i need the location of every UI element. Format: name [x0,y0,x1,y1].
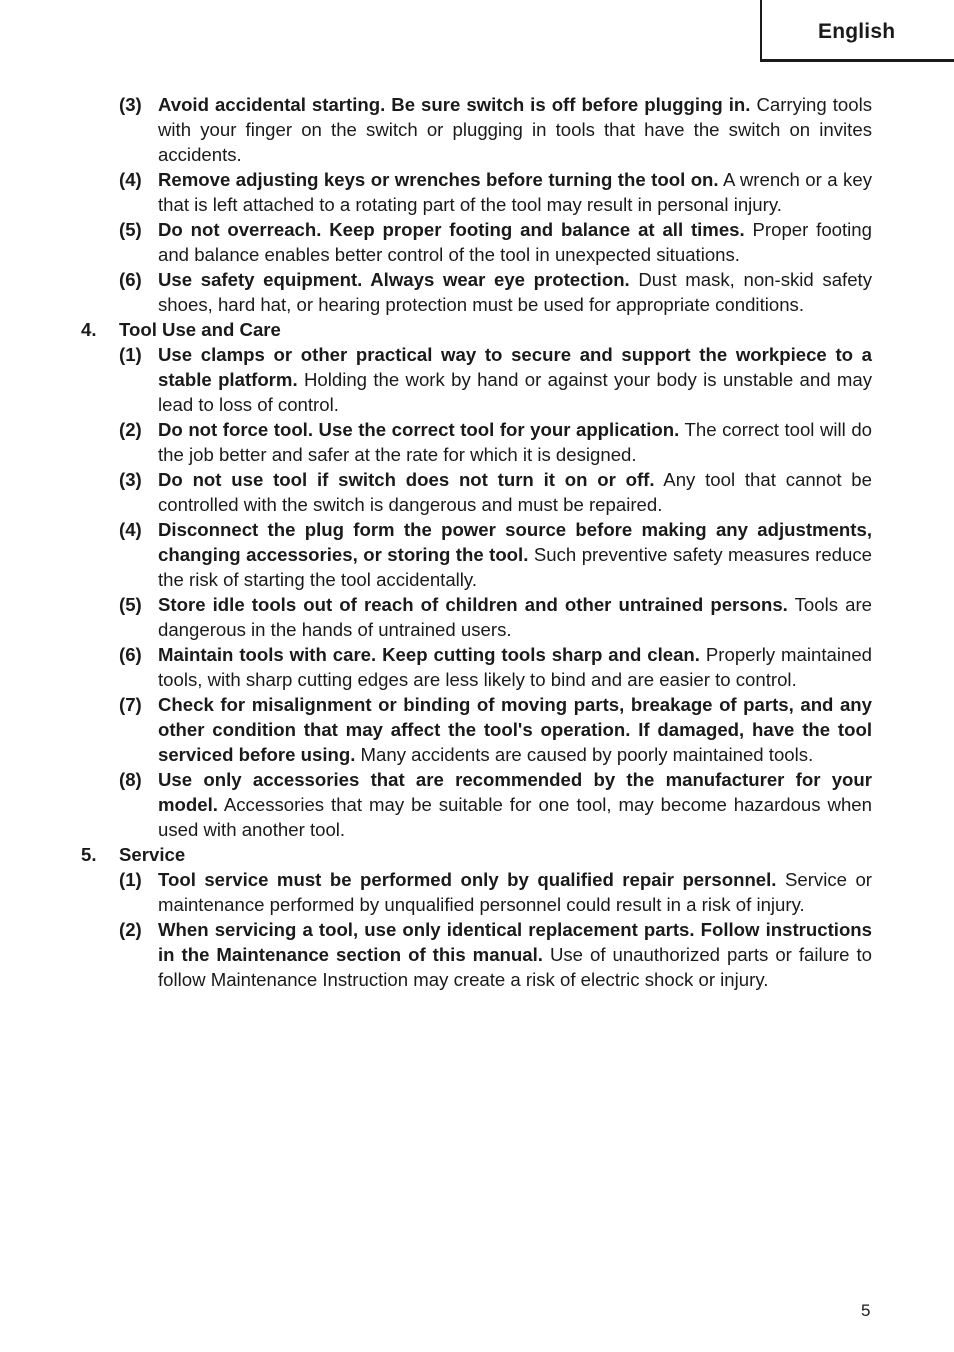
item-lead-text: Maintain tools with care. Keep cutting tools sharp and clean. [158,644,700,665]
item-lead-text: Use safety equipment. Always wear eye protection. [158,269,630,290]
item-lead-text: Do not force tool. Use the correct tool for your application. [158,419,680,440]
item-lead-text: When servicing a tool, use only identical replacement parts. Follow instructions in the Maintenance section of this manual. [158,919,872,965]
item-number: (4) [119,169,142,190]
item-number: (7) [119,694,142,715]
item-body-text: Proper footing and balance enables better control of the tool in unexpected situations. [158,219,872,265]
item-number: (1) [119,344,142,365]
list-item [81,642,872,692]
item-body-text: Tools are dangerous in the hands of untrained users. [158,594,872,640]
item-lead-text: Do not overreach. Keep proper footing and balance at all times. [158,219,745,240]
list-item [81,167,872,217]
item-lead-text: Remove adjusting keys or wrenches before turning the tool on. [158,169,719,190]
item-lead-text: Do not use tool if switch does not turn it on or off. [158,469,655,490]
section-heading [81,317,872,342]
item-number: (8) [119,769,142,790]
item-lead-text: Use only accessories that are recommended by the manufacturer for your model. [158,769,872,815]
list-item [81,767,872,842]
language-tab [760,0,954,62]
item-number: (3) [119,469,142,490]
section-number: 4. [81,319,97,340]
item-body-text: A wrench or a key that is left attached to a rotating part of the tool may result in personal injury. [158,169,872,215]
item-body-text: Accessories that may be suitable for one tool, may become hazardous when used with another tool. [158,794,872,840]
item-body-text: Use of unauthorized parts or failure to follow Maintenance Instruction may create a risk of electric shock or injury. [158,944,872,990]
item-body-text: Such preventive safety measures reduce the risk of starting the tool accidentally. [158,544,872,590]
list-item [81,417,872,467]
list-item [81,217,872,267]
language-label: English [818,20,896,43]
item-number: (1) [119,869,142,890]
list-item [81,692,872,767]
list-item [81,267,872,317]
item-lead-text: Check for misalignment or binding of moving parts, breakage of parts, and any other condition that may affect the tool's operation. If damaged, have the tool serviced before using. [158,694,872,765]
section-heading [81,842,872,867]
list-item [81,517,872,592]
item-lead-text: Tool service must be performed only by qualified repair personnel. [158,869,777,890]
instructions-body [81,92,872,992]
item-body-text: Dust mask, non-skid safety shoes, hard hat, or hearing protection must be used for appropriate conditions. [158,269,873,315]
list-item [81,92,872,167]
list-item [81,467,872,517]
item-body-text: Many accidents are caused by poorly maintained tools. [355,744,814,765]
item-lead-text: Disconnect the plug form the power source before making any adjustments, changing accessories, or storing the tool. [158,519,872,565]
item-lead-text: Use clamps or other practical way to secure and support the workpiece to a stable platform. [158,344,872,390]
section-title: Service [119,844,186,865]
item-body-text: Any tool that cannot be controlled with the switch is dangerous and must be repaired. [158,469,872,515]
item-number: (2) [119,919,142,940]
section-title: Tool Use and Care [119,319,281,340]
item-body-text: Service or maintenance performed by unqualified personnel could result in a risk of injury. [158,869,872,915]
item-body-text: Holding the work by hand or against your body is unstable and may lead to loss of control. [158,369,872,415]
item-number: (2) [119,419,142,440]
list-item [81,867,872,917]
list-item [81,342,872,417]
item-body-text: The correct tool will do the job better and safer at the rate for which it is designed. [158,419,872,465]
list-item [81,592,872,642]
item-body-text: Carrying tools with your finger on the switch or plugging in tools that have the switch on invites accidents. [158,94,873,165]
item-lead-text: Avoid accidental starting. Be sure switch is off before plugging in. [158,94,751,115]
item-number: (6) [119,269,142,290]
section-number: 5. [81,844,97,865]
item-number: (5) [119,594,142,615]
item-body-text: Properly maintained tools, with sharp cutting edges are less likely to bind and are easier to control. [158,644,873,690]
item-number: (6) [119,644,142,665]
item-number: (3) [119,94,142,115]
item-number: (4) [119,519,142,540]
item-lead-text: Store idle tools out of reach of children and other untrained persons. [158,594,788,615]
page-number: 5 [861,1301,871,1320]
item-number: (5) [119,219,142,240]
list-item [81,917,872,992]
